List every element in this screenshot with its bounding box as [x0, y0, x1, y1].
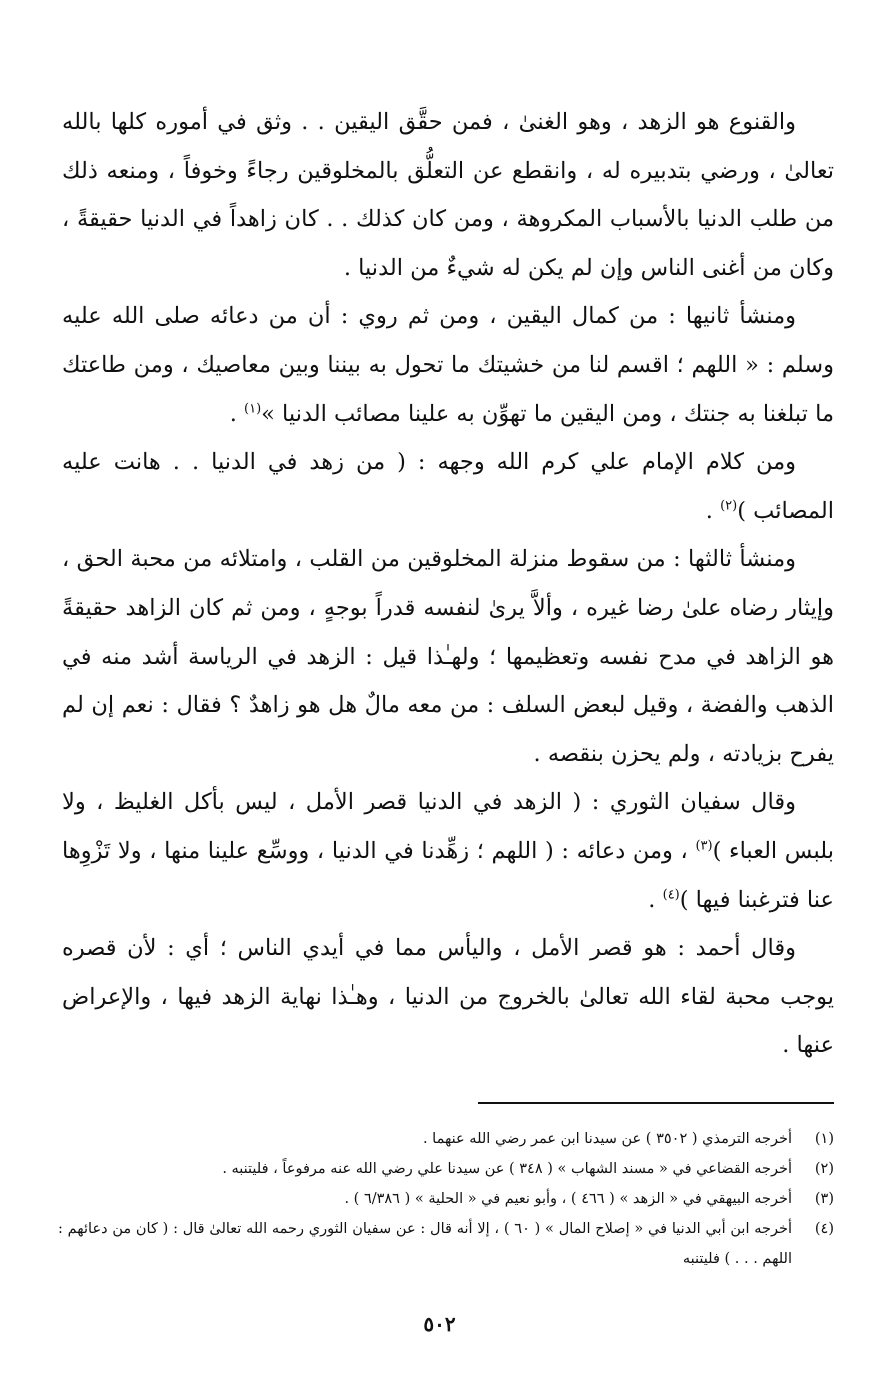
- paragraph-5-text-a: وقال سفيان الثوري : ( الزهد في الدنيا قصر الأمل ، ليس بأكل الغليظ ، ولا بلبس العباء ): [62, 789, 834, 864]
- paragraph-4: [62, 535, 834, 778]
- paragraph-5: [62, 778, 834, 924]
- footnote-number: (٣): [814, 1191, 834, 1207]
- footnote-number: (٢): [814, 1161, 834, 1177]
- paragraph-6: [62, 924, 834, 1070]
- paragraph-5-text-b: ، ومن دعائه : ( اللهم ؛ زهِّدنا في الدنيا ، ووسِّع علينا منها ، ولا تَزْوِها عنا فترغبنا فيها ): [62, 837, 834, 913]
- paragraph-2-end: .: [229, 400, 244, 427]
- footnote-number: (٤): [814, 1221, 834, 1237]
- footnote-3: [58, 1184, 834, 1214]
- footnote-ref-3[interactable]: (٣): [695, 838, 713, 854]
- footnote-ref-4[interactable]: (٤): [662, 887, 680, 902]
- paragraph-3: [62, 438, 834, 535]
- footnote-1: [58, 1124, 834, 1154]
- paragraph-5-end: .: [648, 886, 663, 913]
- footnote-text: أخرجه الترمذي ( ٣٥٠٢ ) عن سيدنا ابن عمر رضي الله عنهما .: [422, 1131, 792, 1147]
- footnote-separator: [478, 1102, 834, 1104]
- page-number: ٥٠٢: [423, 1312, 456, 1336]
- paragraph-2-text: ومنشأ ثانيها : من كمال اليقين ، ومن ثم روي : أن من دعائه صلى الله عليه وسلم : « اللهم ؛ اقسم لنا من خشيتك ما تحول به بيننا وبين معاصيك ، ومن طاعتك ما تبلغنا به جنتك ، ومن اليقين ما تهوِّن به علينا مصائب الدنيا »: [62, 303, 834, 427]
- paragraph-1: [62, 98, 834, 292]
- paragraph-4-text: ومنشأ ثالثها : من سقوط منزلة المخلوقين من القلب ، وامتلائه من محبة الحق ، وإيثار رضاه علىٰ رضا غيره ، وألاَّ يرىٰ لنفسه قدراً بوجهٍ ، ومن ثم كان الزاهد حقيقةً هو الزاهد في مدح نفسه وتعظيمها ؛ ولهـٰذا قيل : الزهد في الرياسة أشد منه في الذهب والفضة ، وقيل لبعض السلف : من معه مالٌ هل هو زاهدٌ ؟ فقال : نعم إن لم يفرح بزيادته ، ولم يحزن بنقصه .: [62, 546, 834, 767]
- footnote-number: (١): [814, 1131, 834, 1147]
- paragraph-3-end: .: [705, 497, 721, 524]
- footnote-text: أخرجه القضاعي في « مسند الشهاب » ( ٣٤٨ ) عن سيدنا علي رضي الله عنه مرفوعاً ، فليتنبه .: [222, 1161, 792, 1177]
- footnote-2: [58, 1154, 834, 1184]
- footnote-text: أخرجه ابن أبي الدنيا في « إصلاح المال » ( ٦٠ ) ، إلا أنه قال : عن سفيان الثوري رحمه الله تعالىٰ قال : ( كان من دعائهم : اللهم . . . ) فليتنبه: [58, 1221, 792, 1267]
- footnotes: [58, 1124, 834, 1274]
- paragraph-1-text: والقنوع هو الزهد ، وهو الغنىٰ ، فمن حقَّق اليقين . . وثق في أموره كلها بالله تعالىٰ ، ورضي بتدبيره له ، وانقطع عن التعلُّق بالمخلوقين رجاءً وخوفاً ، ومنعه ذلك من طلب الدنيا بالأسباب المكروهة ، ومن كان كذلك . . كان زاهداً في الدنيا حقيقةً ، وكان من أغنى الناس وإن لم يكن له شيءٌ من الدنيا .: [62, 109, 834, 281]
- main-text: [62, 98, 834, 1070]
- paragraph-2: [62, 292, 834, 438]
- footnote-4: [58, 1214, 834, 1274]
- paragraph-6-text: وقال أحمد : هو قصر الأمل ، واليأس مما في أيدي الناس ؛ أي : لأن قصره يوجب محبة لقاء الله تعالىٰ بالخروج من الدنيا ، وهـٰذا نهاية الزهد فيها ، والإعراض عنها .: [62, 935, 834, 1059]
- footnote-text: أخرجه البيهقي في « الزهد » ( ٤٦٦ ) ، وأبو نعيم في « الحلية » ( ٦/٣٨٦ ) .: [344, 1191, 792, 1207]
- paragraph-3-text: ومن كلام الإمام علي كرم الله وجهه : ( من زهد في الدنيا . . هانت عليه المصائب ): [62, 449, 834, 524]
- footnote-ref-2[interactable]: (٢): [720, 498, 738, 514]
- footnote-ref-1[interactable]: (١): [244, 401, 262, 417]
